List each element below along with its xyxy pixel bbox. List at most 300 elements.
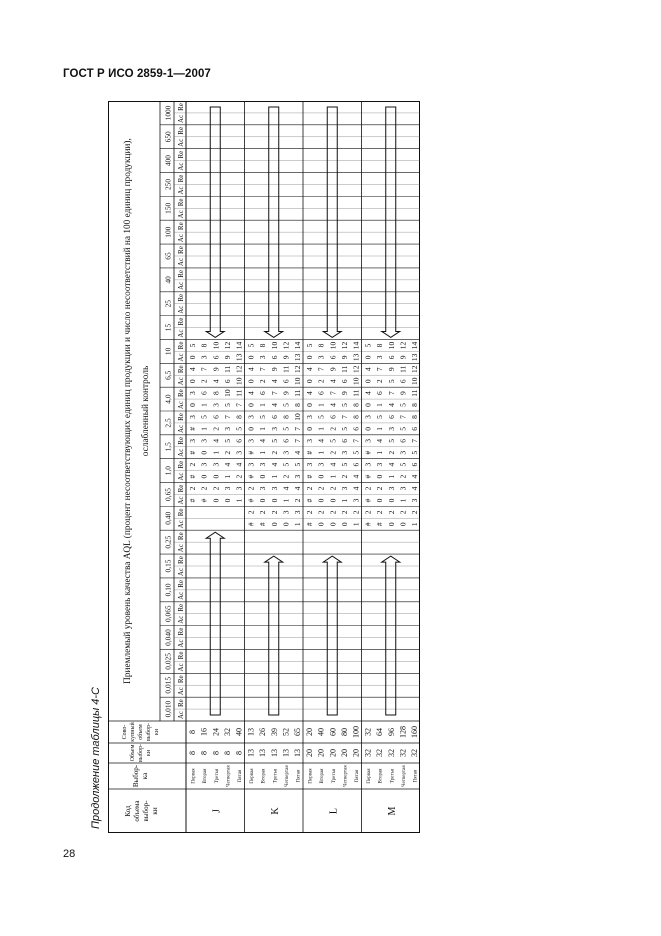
ac-re-value: 3	[410, 498, 420, 503]
ac-re-value: 14	[351, 341, 361, 350]
aql-label: 150	[163, 202, 173, 214]
ac-re-value: 7	[339, 415, 349, 419]
ac-re-value: 0	[258, 474, 268, 479]
document-header: ГОСТ Р ИСО 2859-1—2007	[63, 68, 211, 80]
ac-re-value: 10	[410, 377, 420, 385]
ac-re-value: 2	[328, 486, 338, 491]
head-cum: ки	[154, 728, 160, 736]
cumulative-size: 128	[398, 726, 408, 738]
ac-re-value: 4	[386, 403, 396, 407]
ac-re-value: #	[363, 474, 373, 479]
ac-re-value: 1	[211, 450, 221, 455]
table-border	[109, 102, 420, 833]
sample-code: J	[211, 809, 223, 813]
ac-re-value: 2	[375, 486, 385, 491]
ac-re-value: 0	[363, 379, 373, 384]
ac-re-value: 2	[199, 379, 209, 384]
ac-re-value: 14	[293, 341, 303, 350]
ac-re-value: 10	[211, 341, 221, 350]
cumulative-size: 39	[269, 728, 279, 736]
sample-size: 13	[281, 749, 291, 757]
sample-size: 8	[211, 751, 221, 755]
ac-re-value: 5	[375, 415, 385, 419]
ac-re-value: 0	[386, 498, 396, 503]
sample-name: Первая	[366, 768, 372, 784]
ac-re-value: 8	[281, 415, 291, 419]
ac-re-value: 7	[386, 391, 396, 395]
aql-label: 65	[163, 252, 173, 260]
ac-re-value: 0	[363, 427, 373, 431]
ac-re-value: 6	[211, 355, 221, 360]
ac-re-value: 6	[398, 438, 408, 443]
ac-re-value: 5	[281, 427, 291, 431]
ac-re-value: 7	[293, 427, 303, 431]
ac-re-value: 13	[410, 353, 420, 362]
ac-re-value: 4	[269, 379, 279, 384]
cumulative-size: 160	[410, 726, 420, 738]
ac-re-value: 6	[316, 391, 326, 395]
ac-label: Ac	[177, 281, 185, 290]
head-sample: Выбор-	[132, 764, 140, 788]
ac-re-value: #	[199, 498, 209, 503]
ac-re-value: 1	[258, 403, 268, 407]
ac-re-value: 1	[199, 427, 209, 431]
ac-re-value: 0	[375, 498, 385, 503]
ac-re-value: 2	[339, 510, 349, 515]
ac-label: Ac	[177, 114, 185, 123]
re-label: Re	[177, 532, 185, 541]
ac-re-value: 1	[222, 474, 232, 479]
ac-re-value: 11	[351, 389, 361, 397]
ac-re-value: 1	[316, 427, 326, 431]
ac-re-value: 4	[410, 486, 420, 491]
ac-re-value: 3	[398, 486, 408, 491]
ac-re-value: 1	[375, 427, 385, 431]
ac-re-value: 0	[187, 379, 197, 384]
ac-re-value: 11	[293, 389, 303, 397]
ac-re-value: 4	[363, 391, 373, 395]
ac-re-value: 8	[410, 415, 420, 419]
ac-re-value: 6	[269, 355, 279, 360]
sample-name: Четвертая	[343, 765, 349, 787]
sample-size: 8	[199, 751, 209, 755]
ac-label: Ac	[177, 448, 185, 457]
ac-re-value: 3	[398, 450, 408, 455]
ac-re-value: 0	[316, 498, 326, 503]
ac-re-value: 11	[222, 365, 232, 373]
ac-re-value: 6	[386, 355, 396, 360]
ac-re-value: 1	[410, 522, 420, 527]
ac-re-value: 10	[386, 341, 396, 350]
sample-size: 20	[339, 749, 349, 757]
ac-re-value: 2	[363, 510, 373, 515]
ac-re-value: #	[363, 522, 373, 527]
sample-size: 32	[375, 749, 385, 757]
ac-label: Ac	[177, 687, 185, 696]
ac-re-value: 1	[293, 522, 303, 527]
ac-re-value: 7	[222, 415, 232, 419]
ac-re-value: 3	[258, 462, 268, 467]
re-label: Re	[177, 484, 185, 493]
re-label: Re	[177, 627, 185, 636]
ac-re-value: 3	[234, 486, 244, 491]
aql-label: 25	[163, 299, 173, 308]
ac-re-value: 4	[316, 438, 326, 443]
ac-re-value: 2	[375, 510, 385, 515]
sample-size: 13	[293, 749, 303, 757]
ac-re-value: 4	[234, 462, 244, 467]
ac-re-value: 3	[293, 510, 303, 515]
ac-re-value: 12	[410, 365, 420, 374]
sample-size: 20	[304, 749, 314, 757]
ac-re-value: 2	[363, 486, 373, 491]
ac-label: Ac	[177, 234, 185, 243]
ac-re-value: 6	[211, 415, 221, 419]
ac-re-value: 13	[293, 353, 303, 362]
ac-re-value: 0	[339, 522, 349, 527]
ac-re-value: 4	[328, 462, 338, 467]
ac-re-value: 1	[398, 498, 408, 503]
ac-label: Ac	[177, 210, 185, 219]
ac-re-value: 0	[304, 427, 314, 431]
ac-re-value: 11	[234, 389, 244, 397]
aql-label: 4,0	[163, 394, 173, 404]
cumulative-size: 32	[222, 728, 232, 736]
ac-re-value: 0	[304, 403, 314, 407]
sample-name: Первая	[249, 768, 255, 784]
ac-label: Ac	[177, 400, 185, 410]
ac-re-value: 6	[281, 379, 291, 384]
ac-re-value: 7	[234, 403, 244, 407]
aql-label: 1,0	[163, 465, 173, 476]
ac-re-value: 2	[281, 474, 291, 479]
ac-re-value: 5	[316, 415, 326, 419]
ac-re-value: 6	[328, 415, 338, 419]
aql-label: 6,5	[163, 370, 173, 380]
ac-re-value: 12	[351, 365, 361, 374]
head-size: выбор-	[138, 744, 144, 762]
ac-re-value: 3	[316, 462, 326, 467]
ac-re-value: 3	[339, 486, 349, 491]
ac-re-value: 2	[398, 474, 408, 479]
ac-label: Ac	[177, 138, 185, 147]
ac-re-value: 9	[269, 367, 279, 372]
ac-re-value: 3	[234, 450, 244, 455]
aql-label: 1000	[163, 105, 173, 121]
ac-re-value: 6	[410, 427, 420, 431]
ac-label: Ac	[177, 305, 185, 314]
ac-re-value: 2	[246, 486, 256, 491]
ac-re-value: 2	[339, 474, 349, 479]
ac-re-value: 3	[304, 462, 314, 467]
aql-label: 0,040	[163, 629, 173, 646]
sample-name: Пятая	[355, 769, 361, 783]
ac-re-value: #	[187, 474, 197, 479]
ac-re-value: 13	[234, 353, 244, 362]
ac-re-value: 10	[269, 341, 279, 350]
cumulative-size: 40	[316, 728, 326, 736]
ac-re-value: 12	[398, 341, 408, 350]
ac-label: Ac	[177, 186, 185, 195]
ac-label: Ac	[177, 472, 185, 481]
ac-re-value: 5	[328, 438, 338, 443]
ac-re-value: 1	[199, 403, 209, 407]
aql-label: 0,15	[163, 559, 173, 573]
ac-re-value: 7	[398, 415, 408, 419]
ac-label: Ac	[177, 377, 185, 386]
ac-re-value: 2	[187, 486, 197, 491]
ac-re-value: 0	[281, 522, 291, 527]
sample-name: Вторая	[261, 768, 267, 784]
sample-code: M	[386, 806, 398, 816]
ac-re-value: 7	[269, 391, 279, 395]
re-label: Re	[177, 675, 185, 684]
ac-re-value: 5	[398, 427, 408, 431]
ac-re-value: 6	[351, 462, 361, 467]
re-label: Re	[177, 603, 185, 612]
ac-re-value: 9	[398, 391, 408, 395]
sample-name: Третья	[273, 768, 279, 784]
ac-re-value: 4	[386, 462, 396, 467]
rotated-table	[84, 101, 420, 833]
ac-re-value: 4	[246, 367, 256, 372]
ac-re-value: 2	[398, 510, 408, 515]
ac-re-value: 0	[398, 522, 408, 527]
use-previous-plan-arrow	[265, 107, 283, 337]
cumulative-size: 100	[351, 726, 361, 738]
ac-re-value: 4	[211, 438, 221, 443]
sample-name: Первая	[191, 768, 197, 784]
ac-re-value: #	[246, 450, 256, 455]
head-code: объема	[133, 800, 141, 822]
aql-label: 0,025	[163, 653, 173, 670]
ac-re-value: 3	[269, 427, 279, 431]
ac-re-value: 8	[234, 415, 244, 419]
ac-re-value: 3	[211, 462, 221, 467]
ac-re-value: 3	[304, 438, 314, 443]
ac-re-value: #	[304, 450, 314, 455]
ac-re-value: 6	[269, 415, 279, 419]
ac-re-value: 5	[339, 462, 349, 467]
ac-re-value: 2	[211, 427, 221, 431]
sample-name: Пятая	[296, 769, 302, 783]
ac-re-value: 5	[304, 343, 314, 348]
head-code: выбор-	[142, 800, 150, 822]
ac-re-value: 4	[187, 367, 197, 372]
ac-re-value: 7	[199, 367, 209, 372]
aql-label: 0,40	[163, 511, 173, 525]
ac-re-value: 2	[386, 510, 396, 515]
sample-size: 20	[351, 749, 361, 757]
ac-re-value: 6	[258, 391, 268, 395]
ac-re-value: 10	[293, 413, 303, 421]
aql-label: 0,010	[163, 700, 173, 718]
ac-re-value: 7	[293, 438, 303, 443]
ac-re-value: #	[304, 498, 314, 503]
use-next-plan-arrow	[265, 556, 283, 715]
ac-re-value: #	[304, 474, 314, 479]
sample-name: Вторая	[320, 768, 326, 784]
cumulative-size: 60	[328, 728, 338, 736]
ac-re-value: 7	[410, 438, 420, 443]
cumulative-size: 13	[246, 728, 256, 736]
ac-re-value: 2	[316, 379, 326, 384]
ac-re-value: 5	[281, 403, 291, 407]
re-label: Re	[177, 436, 185, 445]
ac-re-value: 10	[351, 377, 361, 385]
use-previous-plan-arrow	[206, 107, 224, 337]
sample-name: Пятая	[413, 769, 419, 783]
ac-label: Ac	[177, 544, 185, 553]
sample-size: 32	[363, 749, 373, 757]
ac-re-value: 6	[398, 379, 408, 384]
ac-re-value: 4	[269, 403, 279, 407]
ac-re-value: 1	[375, 450, 385, 455]
ac-label: Ac	[177, 639, 185, 648]
ac-re-value: 6	[386, 415, 396, 419]
ac-re-value: 3	[187, 438, 197, 443]
ac-label: Ac	[177, 567, 185, 577]
ac-re-value: 2	[316, 510, 326, 515]
ac-re-value: #	[363, 450, 373, 455]
cumulative-size: 24	[211, 728, 221, 736]
ac-label: Ac	[177, 663, 185, 672]
ac-re-value: 8	[293, 403, 303, 407]
ac-re-value: 5	[398, 462, 408, 467]
ac-re-value: 3	[187, 391, 197, 395]
ac-re-value: 9	[211, 367, 221, 372]
ac-re-value: #	[187, 450, 197, 455]
ac-re-value: 0	[328, 522, 338, 527]
sample-name: Пятая	[238, 769, 244, 783]
ac-re-value: 0	[363, 355, 373, 360]
ac-re-value: 3	[339, 450, 349, 455]
aql-label: 1,5	[163, 442, 173, 452]
sample-name: Вторая	[203, 768, 209, 784]
ac-re-value: 2	[211, 486, 221, 491]
ac-re-value: 3	[363, 415, 373, 419]
ac-re-value: 2	[269, 450, 279, 455]
ac-re-value: 5	[281, 462, 291, 467]
ac-re-value: 0	[187, 403, 197, 407]
sample-size: 8	[234, 751, 244, 755]
ac-re-value: 2	[304, 510, 314, 515]
ac-re-value: 1	[258, 450, 268, 455]
ac-re-value: 14	[410, 341, 420, 350]
re-label: Re	[177, 365, 185, 374]
cumulative-size: 65	[293, 728, 303, 736]
ac-re-value: 5	[339, 403, 349, 407]
ac-re-value: 3	[269, 486, 279, 491]
ac-re-value: 2	[187, 462, 197, 467]
ac-re-value: 2	[258, 510, 268, 515]
ac-re-value: #	[187, 498, 197, 503]
sample-size: 13	[269, 749, 279, 757]
ac-re-value: 5	[187, 343, 197, 348]
ac-re-value: 0	[222, 498, 232, 503]
ac-re-value: 4	[304, 367, 314, 372]
ac-re-value: 1	[316, 450, 326, 455]
ac-re-value: #	[246, 498, 256, 503]
ac-re-value: 9	[328, 367, 338, 372]
ac-re-value: 3	[258, 355, 268, 360]
ac-re-value: 13	[351, 353, 361, 362]
ac-re-value: 0	[246, 427, 256, 431]
re-label: Re	[177, 269, 185, 278]
ac-re-value: 8	[410, 403, 420, 407]
head-sample: ка	[141, 772, 149, 780]
aql-label: 650	[163, 131, 173, 143]
ac-re-value: 3	[246, 415, 256, 419]
ac-re-value: 2	[222, 450, 232, 455]
ac-re-value: 8	[351, 403, 361, 407]
ac-re-value: 5	[222, 403, 232, 407]
sampling-plan-table	[108, 101, 420, 833]
ac-re-value: 8	[211, 391, 221, 395]
cumulative-size: 20	[304, 728, 314, 736]
ac-label: Ac	[177, 162, 185, 171]
ac-re-value: 3	[246, 462, 256, 467]
re-label: Re	[177, 341, 185, 350]
ac-re-value: 12	[339, 341, 349, 350]
head-cum: купный	[130, 722, 136, 742]
ac-re-value: 3	[199, 438, 209, 443]
ac-re-value: 14	[234, 341, 244, 350]
ac-re-value: 0	[199, 450, 209, 455]
ac-re-value: 3	[375, 462, 385, 467]
ac-re-value: 3	[316, 355, 326, 360]
ac-re-value: 3	[199, 462, 209, 467]
ac-re-value: 2	[293, 498, 303, 503]
ac-re-value: 4	[328, 403, 338, 407]
aql-label: 10	[163, 347, 173, 356]
ac-re-value: 1	[234, 498, 244, 503]
ac-re-value: 2	[410, 510, 420, 515]
ac-re-value: 2	[234, 474, 244, 479]
re-label: Re	[177, 126, 185, 135]
ac-re-value: 0	[269, 522, 279, 527]
cumulative-size: 64	[375, 728, 385, 736]
aql-label: 0,25	[163, 535, 173, 549]
ac-re-value: #	[375, 522, 385, 527]
ac-label: Ac	[177, 329, 185, 338]
ac-re-value: 12	[281, 341, 291, 350]
ac-re-value: 0	[199, 474, 209, 479]
ac-re-value: 7	[351, 438, 361, 443]
ac-re-value: 0	[316, 522, 326, 527]
ac-re-value: 5	[293, 462, 303, 467]
ac-re-value: 11	[398, 365, 408, 373]
aql-label: 0,65	[163, 487, 173, 501]
ac-re-value: #	[187, 427, 197, 431]
head-size: Объем	[130, 744, 136, 762]
cumulative-size: 16	[199, 728, 209, 736]
sample-code: L	[328, 807, 340, 815]
ac-re-value: 0	[211, 498, 221, 503]
ac-re-value: 7	[375, 367, 385, 372]
page-number: 28	[63, 848, 76, 860]
re-label: Re	[177, 389, 185, 398]
ac-re-value: 10	[222, 389, 232, 397]
ac-re-value: 6	[351, 427, 361, 431]
cumulative-size: 8	[187, 730, 197, 734]
re-label: Re	[177, 579, 185, 588]
re-label: Re	[177, 508, 185, 517]
re-label: Re	[177, 651, 185, 660]
ac-re-value: 1	[316, 403, 326, 407]
cumulative-size: 40	[234, 728, 244, 736]
head-code: ки	[151, 807, 159, 815]
